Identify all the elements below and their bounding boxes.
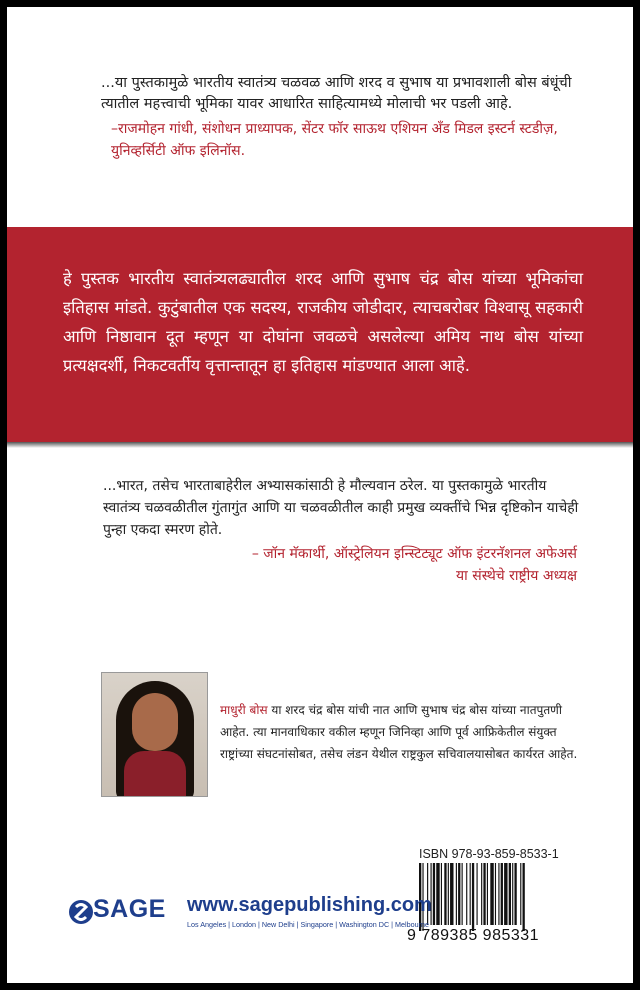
- author-bio-text: या शरद चंद्र बोस यांची नात आणि सुभाष चंद्र बोस यांच्या नातपुतणी आहेत. त्या मानवाधिकार वकील म्हणून जिनिव्हा आणि पूर्व आफ्रिकेतील संयुक्त राष्ट्रांच्या संघटनांसोबत, तसेच लंडन येथील राष्ट्रकुल सचिवालयासोबत कार्यरत आहेत.: [220, 703, 578, 761]
- review-attribution-2: [107, 543, 577, 587]
- review-attribution-2-line2: या संस्थेचे राष्ट्रीय अध्यक्ष: [456, 568, 577, 584]
- isbn-digits: 9 789385 985331: [407, 927, 540, 944]
- author-photo: [101, 672, 208, 797]
- author-name: माधुरी बोस: [220, 703, 268, 717]
- book-summary: हे पुस्तक भारतीय स्वातंत्र्यलढ्यातील शरद आणि सुभाष चंद्र बोस यांच्या भूमिकांचा इतिहास मांडते. कुटुंबातील एक सदस्य, राजकीय जोडीदार, त्याचबरोबर विश्वासू सहकारी आणि निष्ठावान दूत म्हणून या दोघांना जवळचे असलेल्या अमिय नाथ बोस यांच्या प्रत्यक्षदर्शी, निकटवर्तीय वृत्तान्तातून हा इतिहास मांडण्यात आला आहे.: [63, 268, 583, 375]
- publisher-cities: Los Angeles | London | New Delhi | Singapore | Washington DC | Melbourne: [187, 920, 430, 929]
- review-attribution-2-line1: – जॉन मॅकार्थी, ऑस्ट्रेलियन इन्स्टिट्यूट ऑफ इंटरनॅशनल अफेअर्स: [251, 546, 577, 562]
- isbn-barcode: [417, 863, 565, 931]
- review-quote-1: ...या पुस्तकामुळे भारतीय स्वातंत्र्य चळवळ आणि शरद व सुभाष या प्रभावशाली बोस बंधूंची त्यातील महत्त्वाची भूमिका यावर आधारित साहित्यामध्ये मोलाची भर पडली आहे.: [101, 75, 572, 112]
- sage-logo-text: SAGE: [93, 895, 166, 923]
- review-attribution-1: –राजमोहन गांधी, संशोधन प्राध्यापक, सेंटर फॉर साऊथ एशियन अँड मिडल इस्टर्न स्टडीज़, युनिव्हर्सिटी ऑफ इलिनॉस.: [111, 121, 558, 159]
- book-back-cover: [7, 7, 633, 983]
- band-shadow: [7, 442, 633, 448]
- publisher-url[interactable]: www.sagepublishing.com: [187, 894, 432, 916]
- isbn-label: ISBN 978-93-859-8533-1: [419, 847, 559, 861]
- review-quote-2: ...भारत, तसेच भारताबाहेरील अभ्यासकांसाठी हे मौल्यवान ठरेल. या पुस्तकामुळे भारतीय स्वातंत्र्य चळवळीतील गुंतागुंत आणि या चळवळीतील काही प्रमुख व्यक्तींचे भिन्न दृष्टिकोन याचेही पुन्हा एकदा स्मरण होते.: [103, 478, 579, 538]
- author-bio: [220, 699, 580, 765]
